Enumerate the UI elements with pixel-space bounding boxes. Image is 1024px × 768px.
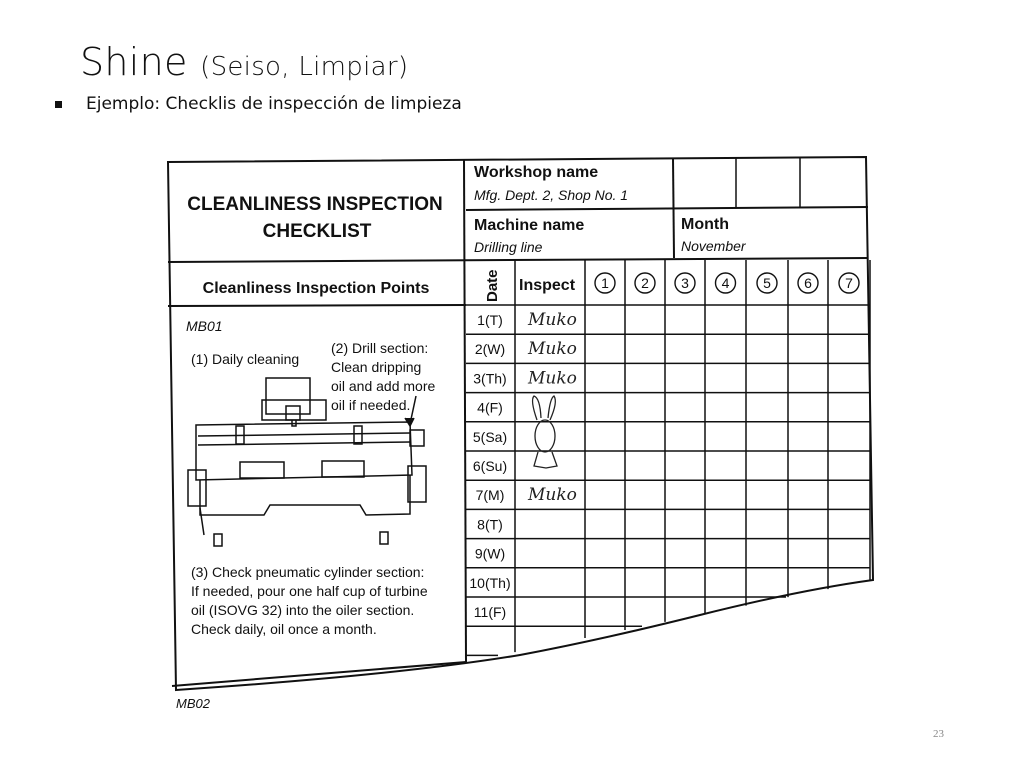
date-cell: 1(T)	[477, 312, 503, 328]
point-number: 1	[601, 275, 609, 291]
daily-cleaning-text: (1) Daily cleaning	[191, 351, 300, 367]
section-code: MB01	[186, 318, 223, 334]
date-cell: 11(F)	[473, 604, 507, 620]
point-number: 2	[641, 275, 649, 291]
drill-section-line1: (2) Drill section:	[331, 340, 429, 356]
workshop-label: Workshop name	[474, 164, 599, 181]
date-cell: 6(Su)	[472, 458, 508, 474]
drill-section-line3: oil and add more	[331, 378, 436, 394]
drill-section-line4: oil if needed.	[331, 397, 411, 413]
pneumatic-line3: oil (ISOVG 32) into the oiler section.	[191, 602, 415, 618]
bullet-text: Ejemplo: Checklis de inspección de limpieza	[86, 94, 462, 114]
pneumatic-line4: Check daily, oil once a month.	[191, 621, 377, 637]
rabbit-doodle-icon	[533, 396, 557, 468]
slide-title-sub: (Seiso, Limpiar)	[200, 52, 409, 82]
point-number: 4	[721, 275, 730, 291]
signature-cell: Muko	[528, 368, 577, 389]
signature-cell: Muko	[528, 310, 577, 330]
date-cell: 9(W)	[474, 545, 506, 562]
month-label: Month	[681, 216, 729, 233]
date-column	[469, 312, 510, 620]
point-number: 6	[804, 275, 812, 291]
checklist-title-line1: CLEANLINESS INSPECTION	[187, 194, 443, 215]
date-header: Date	[484, 269, 501, 302]
inspection-point-numbers	[595, 273, 859, 293]
left-panel-divider	[464, 160, 466, 662]
machine-value: Drilling line	[474, 239, 543, 255]
date-cell: 8(T)	[477, 516, 503, 533]
inspection-grid	[466, 260, 870, 655]
month-value: November	[681, 238, 746, 254]
machine-label: Machine name	[474, 217, 585, 234]
pneumatic-line2: If needed, pour one half cup of turbine	[191, 583, 428, 599]
workshop-value: Mfg. Dept. 2, Shop No. 1	[474, 187, 629, 203]
inspect-header: Inspect	[519, 277, 576, 294]
date-cell: 7(M)	[475, 487, 505, 504]
date-cell: 10(Th)	[469, 574, 511, 591]
signature-cell: Muko	[528, 339, 577, 360]
point-number: 7	[845, 275, 853, 291]
date-cell: 4(F)	[477, 399, 503, 416]
point-number: 3	[681, 275, 689, 291]
slide-title-main: Shine	[80, 40, 188, 84]
date-cell: 2(W)	[474, 341, 506, 358]
checklist-title-line2: CHECKLIST	[262, 221, 372, 242]
signature-column	[527, 310, 577, 505]
date-cell: 5(Sa)	[472, 428, 508, 445]
next-section-code: MB02	[176, 696, 210, 711]
signature-cell: Muko	[528, 485, 577, 506]
point-number: 5	[763, 275, 771, 291]
points-header: Cleanliness Inspection Points	[202, 280, 430, 297]
page-number: 23	[933, 728, 944, 740]
pneumatic-line1: (3) Check pneumatic cylinder section:	[191, 564, 425, 580]
date-cell: 3(Th)	[473, 370, 507, 387]
drill-section-line2: Clean dripping	[331, 359, 422, 375]
